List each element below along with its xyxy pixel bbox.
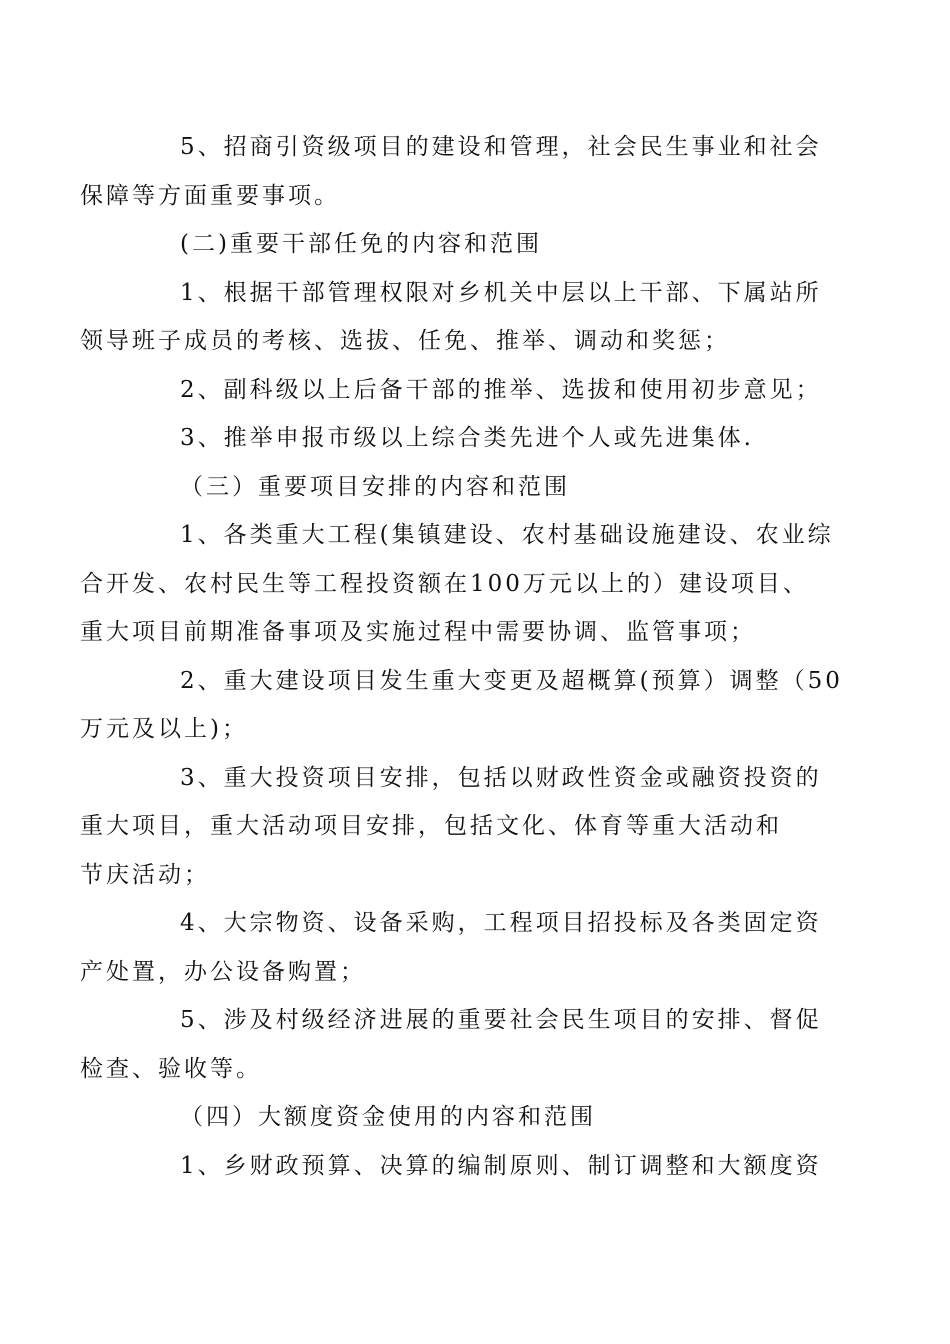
text-line: 5、涉及村级经济进展的重要社会民生项目的安排、督促 xyxy=(180,1007,822,1033)
text-line: 重大项目，重大活动项目安排，包括文化、体育等重大活动和 xyxy=(80,813,782,839)
text-line: 3、推举申报市级以上综合类先进个人或先进集体. xyxy=(180,425,754,451)
text-line: 检查、验收等。 xyxy=(80,1055,262,1082)
paragraph-item-2-reserve-cadres xyxy=(130,366,830,415)
section-heading-project-arrangement: （三）重要项目安排的内容和范围 xyxy=(180,473,570,500)
paragraph-item-1-major-projects xyxy=(80,511,834,657)
paragraph-item-4-procurement xyxy=(80,899,830,996)
text-line: 4、大宗物资、设备采购，工程项目招投标及各类固定资 xyxy=(180,910,822,936)
text-line: 5、招商引资级项目的建设和管理，社会民生事业和社会 xyxy=(180,134,822,160)
text-line: 2、副科级以上后备干部的推举、选拔和使用初步意见； xyxy=(180,376,822,403)
text-line: 节庆活动； xyxy=(80,861,210,888)
paragraph-item-5-investment xyxy=(80,123,830,220)
paragraph-item-2-budget-adjustment xyxy=(80,657,843,754)
text-line: 领导班子成员的考核、选拔、任免、推举、调动和奖惩； xyxy=(80,328,730,354)
text-line: 保障等方面重要事项。 xyxy=(80,182,340,209)
paragraph-item-1-budget-compilation xyxy=(130,1142,830,1191)
text-line: 合开发、农村民生等工程投资额在100万元以上的）建设项目、 xyxy=(80,570,809,597)
text-line: 产处置，办公设备购置； xyxy=(80,958,366,985)
paragraph-item-5-village-projects xyxy=(80,996,830,1093)
text-line: 1、根据干部管理权限对乡机关中层以上干部、下属站所 xyxy=(180,279,822,306)
paragraph-item-3-advanced-individuals xyxy=(130,414,830,463)
text-line: 万元及以上)； xyxy=(80,716,248,742)
paragraph-item-1-cadre-management xyxy=(80,269,830,366)
text-line: 1、各类重大工程(集镇建设、农村基础设施建设、农业综 xyxy=(180,522,834,548)
text-line: 3、重大投资项目安排，包括以财政性资金或融资投资的 xyxy=(180,764,822,791)
text-line: 2、重大建设项目发生重大变更及超概算(预算）调整（50 xyxy=(180,667,843,694)
section-heading-cadre-appointment: (二)重要干部任免的内容和范围 xyxy=(180,231,542,257)
section-heading-large-funds: （四）大额度资金使用的内容和范围 xyxy=(180,1104,596,1130)
document-body xyxy=(80,123,843,1190)
text-line: 重大项目前期准备事项及实施过程中需要协调、监管事项； xyxy=(80,619,756,645)
paragraph-item-3-investment-projects xyxy=(80,754,830,900)
text-line: 1、乡财政预算、决算的编制原则、制订调整和大额度资 xyxy=(180,1152,822,1179)
